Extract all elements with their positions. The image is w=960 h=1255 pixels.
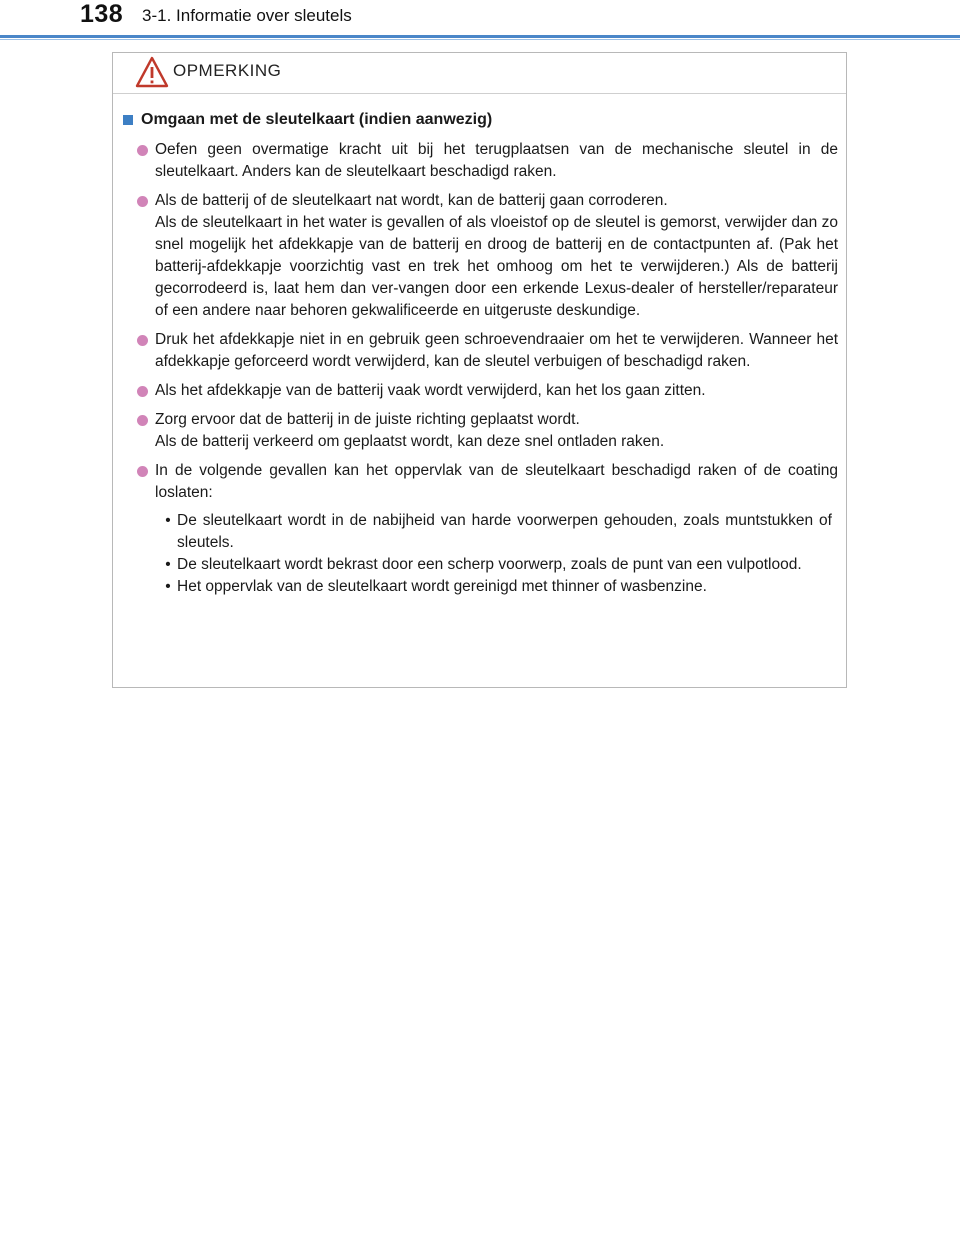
- sub-list-item-text: De sleutelkaart wordt bekrast door een scherp voorwerp, zoals de punt van een vulpotlood.: [177, 556, 802, 573]
- sub-bullet: •: [165, 556, 171, 573]
- notice-item-line: Als de batterij of de sleutelkaart nat wordt, kan de batterij gaan corroderen.: [155, 192, 668, 209]
- page-header: [0, 0, 960, 40]
- notice-item-line: Druk het afdekkapje niet in en gebruik geen schroevendraaier om het te verwijderen. Wanneer het afdekkapje geforceerd wordt verwijderd, kan de sleutel verbuigen of beschadigd raken.: [155, 331, 838, 370]
- notice-item: [121, 329, 838, 373]
- sub-list-item-text: Het oppervlak van de sleutelkaart wordt gereinigd met thinner of wasbenzine.: [177, 578, 707, 595]
- notice-item: [121, 190, 838, 322]
- notice-item: [121, 139, 838, 183]
- square-bullet-icon: [123, 115, 133, 125]
- notice-item-line: Zorg ervoor dat de batterij in de juiste richting geplaatst wordt.: [155, 411, 580, 428]
- sub-bullet: •: [165, 578, 171, 595]
- notice-box: [112, 52, 847, 688]
- notice-item-line: Als het afdekkapje van de batterij vaak wordt verwijderd, kan het los gaan zitten.: [155, 382, 706, 399]
- notice-body: [121, 109, 838, 605]
- notice-item-text: [155, 329, 838, 373]
- notice-items: [121, 139, 838, 598]
- circle-bullet-icon: [137, 466, 148, 477]
- subsection-title: Omgaan met de sleutelkaart (indien aanwezig): [141, 111, 493, 128]
- notice-item-line: Als de batterij verkeerd om geplaatst wordt, kan deze snel ontladen raken.: [155, 433, 665, 450]
- notice-item-text: [155, 380, 838, 402]
- notice-item-text: [155, 190, 838, 322]
- circle-bullet-icon: [137, 196, 148, 207]
- sub-list-item-text: De sleutelkaart wordt in de nabijheid van harde voorwerpen gehouden, zoals muntstukken of sleutels.: [177, 512, 832, 551]
- sub-list: [155, 510, 838, 598]
- notice-item: [121, 460, 838, 598]
- notice-title: OPMERKING: [173, 61, 282, 80]
- subsection-heading: [121, 109, 838, 131]
- warning-triangle-icon: [135, 56, 169, 88]
- notice-item-line: In de volgende gevallen kan het oppervlak van de sleutelkaart beschadigd raken of de coating loslaten:: [155, 462, 838, 501]
- sub-list-item: [155, 576, 838, 598]
- sub-list-item: [155, 510, 838, 554]
- notice-item-line: Oefen geen overmatige kracht uit bij het terugplaatsen van de mechanische sleutel in de sleutelkaart. Anders kan de sleutelkaart beschadigd raken.: [155, 141, 838, 180]
- notice-item-text: [155, 460, 838, 598]
- notice-item: [121, 380, 838, 402]
- section-title: 3-1. Informatie over sleutels: [142, 6, 352, 25]
- circle-bullet-icon: [137, 335, 148, 346]
- header-rule: [0, 35, 960, 38]
- notice-item-line: Als de sleutelkaart in het water is gevallen of als vloeistof op de sleutel is gemorst, verwijder dan zo snel mogelijk het afdekkapje van de batterij en droog de batterij en de contactpunten af. (Pak het batterij-afdekkapje voorzichtig vast en trek het omhoog om het te verwijderen.) Als de batterij gecorrodeerd is, laat hem dan ver-vangen door een erkende Lexus-dealer of hersteller/reparateur of een andere naar behoren gekwalificeerde en uitgeruste deskundige.: [155, 214, 838, 319]
- header-subrule: [0, 39, 960, 40]
- circle-bullet-icon: [137, 415, 148, 426]
- circle-bullet-icon: [137, 386, 148, 397]
- notice-item-text: [155, 409, 838, 453]
- page-number: 138: [80, 0, 124, 28]
- notice-item-text: [155, 139, 838, 183]
- circle-bullet-icon: [137, 145, 148, 156]
- sub-bullet: •: [165, 512, 171, 529]
- notice-header: [113, 53, 846, 94]
- sub-list-item: [155, 554, 838, 576]
- notice-item: [121, 409, 838, 453]
